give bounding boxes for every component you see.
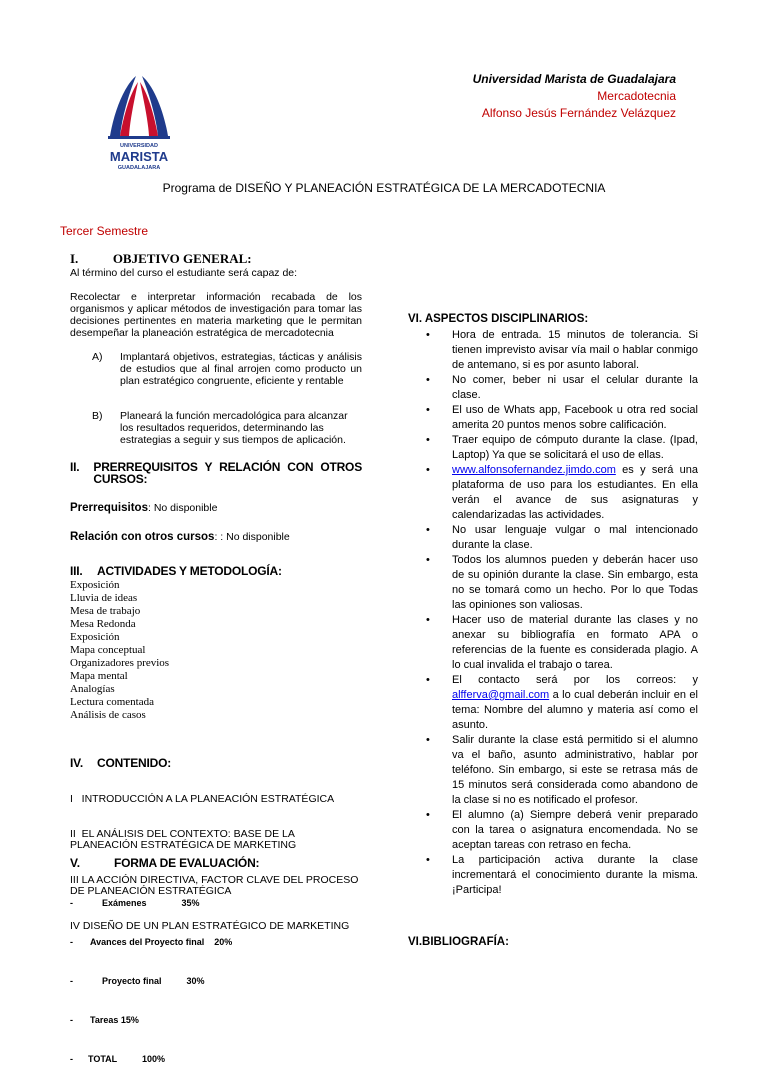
item-text: Avances del Proyecto final 20%	[90, 937, 233, 947]
item-marker: A)	[92, 351, 103, 363]
list-item	[408, 553, 698, 613]
program-prefix: Programa de	[162, 181, 232, 195]
item-text: Proyecto final 30%	[102, 976, 205, 986]
header-block	[473, 71, 676, 122]
logo-line1: UNIVERSIDAD	[120, 143, 158, 149]
list-item	[70, 975, 362, 988]
objective-number: I.	[70, 251, 79, 266]
relation-line	[70, 531, 362, 543]
bullet: •	[426, 614, 430, 626]
item-text: La participación activa durante la clase incrementará el conocimiento durante la misma. ¡Participa!	[452, 854, 698, 896]
list-item: Organizadores previos	[70, 657, 170, 669]
item-text: es y será una plataforma de uso para los estudiantes. En ella verán el avance de sus asignaturas y calendarizadas las actividades.	[452, 464, 698, 521]
list-item: Mapa conceptual	[70, 644, 146, 656]
professor-name: Alfonso Jesús Fernández Velázquez	[481, 106, 676, 120]
list-item: Mesa de trabajo	[70, 605, 141, 617]
item-text: Hacer uso de material durante las clases y no anexar su bibliografía en formato APA o referencias de la fuente es considerada plagio. A lo cual invalida el trabajo o tarea.	[452, 614, 698, 671]
list-item	[408, 853, 698, 898]
list-item	[70, 936, 362, 949]
department-name: Mercadotecnia	[597, 89, 676, 103]
discipline-section	[408, 312, 698, 898]
list-item	[70, 1053, 362, 1066]
objective-section	[70, 253, 362, 458]
list-item	[408, 463, 698, 523]
prereq-title: PRERREQUISITOS Y RELACIÓN CON OTROS CURSOS:	[93, 460, 362, 486]
item-text: Hora de entrada. 15 minutos de tolerancia. Si tienen imprevisto avisar vía mail o hablar conmigo de antemano, si es por asunto laboral.	[452, 329, 698, 371]
item-text: Traer equipo de cómputo durante la clase. (Ipad, Laptop) Ya que se solicitará el uso de ellas.	[452, 434, 698, 461]
discipline-title: VI. ASPECTOS DISCIPLINARIOS:	[408, 313, 589, 325]
list-item: Analogías	[70, 683, 115, 695]
evaluation-section	[70, 857, 362, 1092]
bullet: •	[426, 554, 430, 566]
content-title: CONTENIDO:	[97, 756, 171, 770]
bullet: •	[426, 809, 430, 821]
prereq-number: II.	[70, 460, 80, 474]
item-text: El uso de Whats app, Facebook u otra red social amerita 20 puntos menos sobre calificación.	[452, 404, 698, 431]
website-link[interactable]: www.alfonsofernandez.jimdo.com	[452, 464, 616, 476]
list-item	[408, 328, 698, 373]
dash: -	[70, 1054, 73, 1064]
activities-heading	[70, 565, 362, 577]
relation-label: Relación con otros cursos	[70, 531, 215, 543]
activities-list	[70, 579, 362, 722]
bullet: •	[426, 404, 430, 416]
prereq-label: Prerrequisitos	[70, 502, 148, 514]
bullet: •	[426, 854, 430, 866]
evaluation-heading	[70, 857, 362, 869]
list-item	[70, 897, 362, 910]
item-pre: El contacto será por los correos: y	[452, 674, 698, 686]
list-item: Exposición	[70, 631, 120, 643]
bullet: •	[426, 464, 430, 476]
bullet: •	[426, 734, 430, 746]
objective-heading	[70, 253, 362, 265]
item-text: Implantará objetivos, estrategias, tácticas y análisis de estudios que al final arrojen como producto un plan estratégico congruente, eficiente y rentable	[120, 351, 362, 387]
objective-intro: Al término del curso el estudiante será capaz de:	[70, 267, 298, 279]
evaluation-list	[70, 871, 362, 1092]
item-text: Todos los alumnos pueden y deberán hacer uso de su opinión durante la clase. Sin embargo, esta no se tomará como un hecho. Por lo que Todas las opiniones son valiosas.	[452, 554, 698, 611]
list-item: Exposición	[70, 579, 120, 591]
list-item	[70, 410, 362, 446]
bullet: •	[426, 524, 430, 536]
item-text: No comer, beber ni usar el celular durante la clase.	[452, 374, 698, 401]
prereq-section	[70, 461, 362, 543]
program-title	[0, 181, 768, 195]
bullet: •	[426, 374, 430, 386]
list-item	[408, 523, 698, 553]
university-name: Universidad Marista de Guadalajara	[472, 72, 676, 86]
dash: -	[70, 1015, 73, 1025]
evaluation-title: FORMA DE EVALUACIÓN:	[114, 856, 260, 870]
list-item: Lectura comentada	[70, 696, 154, 708]
item-text: a lo cual deberán incluir en el tema: Nombre del alumno y materia así como el asunto.	[452, 689, 698, 731]
item-text: TOTAL 100%	[88, 1054, 166, 1064]
bullet: •	[426, 674, 430, 686]
list-item	[408, 373, 698, 403]
discipline-list	[408, 328, 698, 898]
list-item: III LA ACCIÓN DIRECTIVA, FACTOR CLAVE DEL PROCESO DE PLANEACIÓN ESTRATÉGICA	[70, 873, 362, 897]
item-text: Planeará la función mercadológica para alcanzar los resultados requeridos, determinando las estrategias a seguir y sus tiempos de aplicación.	[120, 410, 348, 446]
objective-list	[70, 351, 362, 446]
prereq-heading	[70, 461, 362, 485]
item-marker: B)	[92, 410, 103, 422]
evaluation-number: V.	[70, 856, 80, 870]
list-item	[408, 613, 698, 673]
list-item	[408, 433, 698, 463]
list-item	[408, 673, 698, 733]
content-number: IV.	[70, 756, 83, 770]
logo-line3: GUADALAJARA	[117, 165, 161, 171]
dash: -	[70, 937, 73, 947]
list-item: Mapa mental	[70, 670, 128, 682]
email-link[interactable]: alfferva@gmail.com	[452, 689, 550, 701]
dash: -	[70, 976, 73, 986]
item-text: Tareas 15%	[90, 1015, 139, 1025]
list-item: Análisis de casos	[70, 709, 146, 721]
list-item	[70, 351, 362, 387]
activities-title: ACTIVIDADES Y METODOLOGÍA:	[97, 564, 282, 578]
prereq-line	[70, 502, 362, 514]
item-text: Salir durante la clase está permitido si el alumno va el baño, asunto administrativo, hablar por teléfono. Sin embargo, si este se retrasa más de 15 minutos será considerada como abandono de la clase si no es notificado el profesor.	[452, 734, 698, 806]
activities-section	[70, 565, 362, 722]
item-text: No usar lenguaje vulgar o mal intencionado durante la clase.	[452, 524, 698, 551]
activities-number: III.	[70, 564, 83, 578]
logo-line2: MARISTA	[109, 149, 169, 164]
content-heading	[70, 757, 362, 769]
list-item: Mesa Redonda	[70, 618, 136, 630]
list-item: Lluvia de ideas	[70, 592, 138, 604]
item-text: Exámenes 35%	[102, 898, 200, 908]
bullet: •	[426, 329, 430, 341]
list-item	[408, 403, 698, 433]
list-item	[408, 733, 698, 808]
objective-paragraph: Recolectar e interpretar información recabada de los organismos y aplicar métodos de investigación para tomar las decisiones pertinentes en materia marketing que le permitan desempeñar la planeación estratégica de mercadotecnia	[70, 291, 362, 339]
list-item	[70, 1014, 362, 1027]
dash: -	[70, 898, 73, 908]
semester-label: Tercer Semestre	[60, 224, 149, 238]
item-text: El alumno (a) Siempre deberá venir preparado con la tarea o asignatura encomendada. No se aceptan tareas con retraso en fecha.	[452, 809, 698, 851]
prereq-value: : No disponible	[147, 502, 218, 514]
list-item: I INTRODUCCIÓN A LA PLANEACIÓN ESTRATÉGICA	[70, 793, 335, 805]
program-name: DISEÑO Y PLANEACIÓN ESTRATÉGICA DE LA MERCADOTECNIA	[235, 181, 606, 195]
university-logo	[100, 72, 178, 176]
relation-value: : : No disponible	[214, 531, 290, 543]
bullet: •	[426, 434, 430, 446]
objective-title: OBJETIVO GENERAL:	[112, 251, 252, 266]
list-item	[408, 808, 698, 853]
list-item: IV DISEÑO DE UN PLAN ESTRATÉGICO DE MARKETING	[70, 919, 350, 932]
bibliography-title: VI.BIBLIOGRAFÍA:	[408, 936, 509, 948]
list-item: II EL ANÁLISIS DEL CONTEXTO: BASE DE LA PLANEACIÓN ESTRATÉGICA DE MARKETING	[70, 827, 298, 851]
